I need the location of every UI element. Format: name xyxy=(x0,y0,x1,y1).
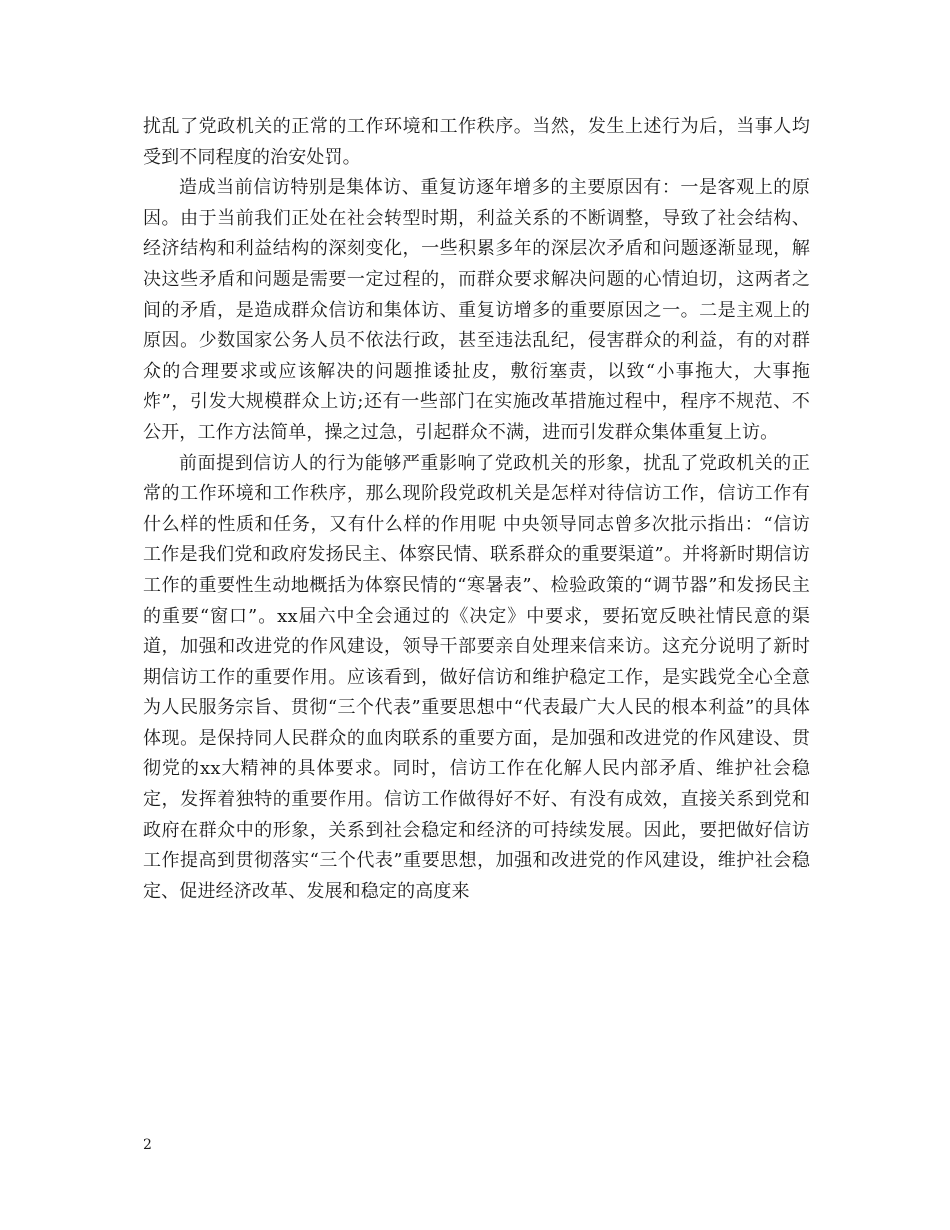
paragraph-1: 扰乱了党政机关的正常的工作环境和工作秩序。当然，发生上述行为后，当事人均受到不同程度的治安处罚。 xyxy=(143,116,810,168)
paragraph-3: 前面提到信访人的行为能够严重影响了党政机关的形象，扰乱了党政机关的正常的工作环境和工作秩序，那么现阶段党政机关是怎样对待信访工作，信访工作有什么样的性质和任务，又有什么样的作用呢 中央领导同志曾多次批示指出：“信访工作是我们党和政府发扬民主、体察民情、联系群众的重要渠道”。并将新时期信访工作的重要性生动地概括为体察民情的“寒暑表”、检验政策的“调节器”和发扬民主的重要“窗口”。xx届六中全会通过的《决定》中要求，要拓宽反映社情民意的渠道，加强和改进党的作风建设，领导干部要亲自处理来信来访。这充分说明了新时期信访工作的重要作用。应该看到，做好信访和维护稳定工作，是实践党全心全意为人民服务宗旨、贯彻“三个代表”重要思想中“代表最广大人民的根本利益”的具体体现。是保持同人民群众的血肉联系的重要方面，是加强和改进党的作风建设、贯彻党的xx大精神的具体要求。同时，信访工作在化解人民内部矛盾、维护社会稳定，发挥着独特的重要作用。信访工作做得好不好、有没有成效，直接关系到党和政府在群众中的形象，关系到社会稳定和经济的可持续发展。因此，要把做好信访工作提高到贯彻落实“三个代表”重要思想，加强和改进党的作风建设，维护社会稳定、促进经济改革、发展和稳定的高度来 xyxy=(143,452,810,902)
document-body xyxy=(143,112,810,907)
paragraph-2: 造成当前信访特别是集体访、重复访逐年增多的主要原因有：一是客观上的原因。由于当前我们正处在社会转型时期，利益关系的不断调整，导致了社会结构、经济结构和利益结构的深刻变化，一些积累多年的深层次矛盾和问题逐渐显现，解决这些矛盾和问题是需要一定过程的，而群众要求解决问题的心情迫切，这两者之间的矛盾，是造成群众信访和集体访、重复访增多的重要原因之一。二是主观上的原因。少数国家公务人员不依法行政，甚至违法乱纪，侵害群众的利益，有的对群众的合理要求或应该解决的问题推诿扯皮，敷衍塞责，以致“小事拖大，大事拖炸”，引发大规模群众上访;还有一些部门在实施改革措施过程中，程序不规范、不公开，工作方法简单，操之过急，引起群众不满，进而引发群众集体重复上访。 xyxy=(143,177,810,443)
page-number: 2 xyxy=(143,1137,152,1153)
